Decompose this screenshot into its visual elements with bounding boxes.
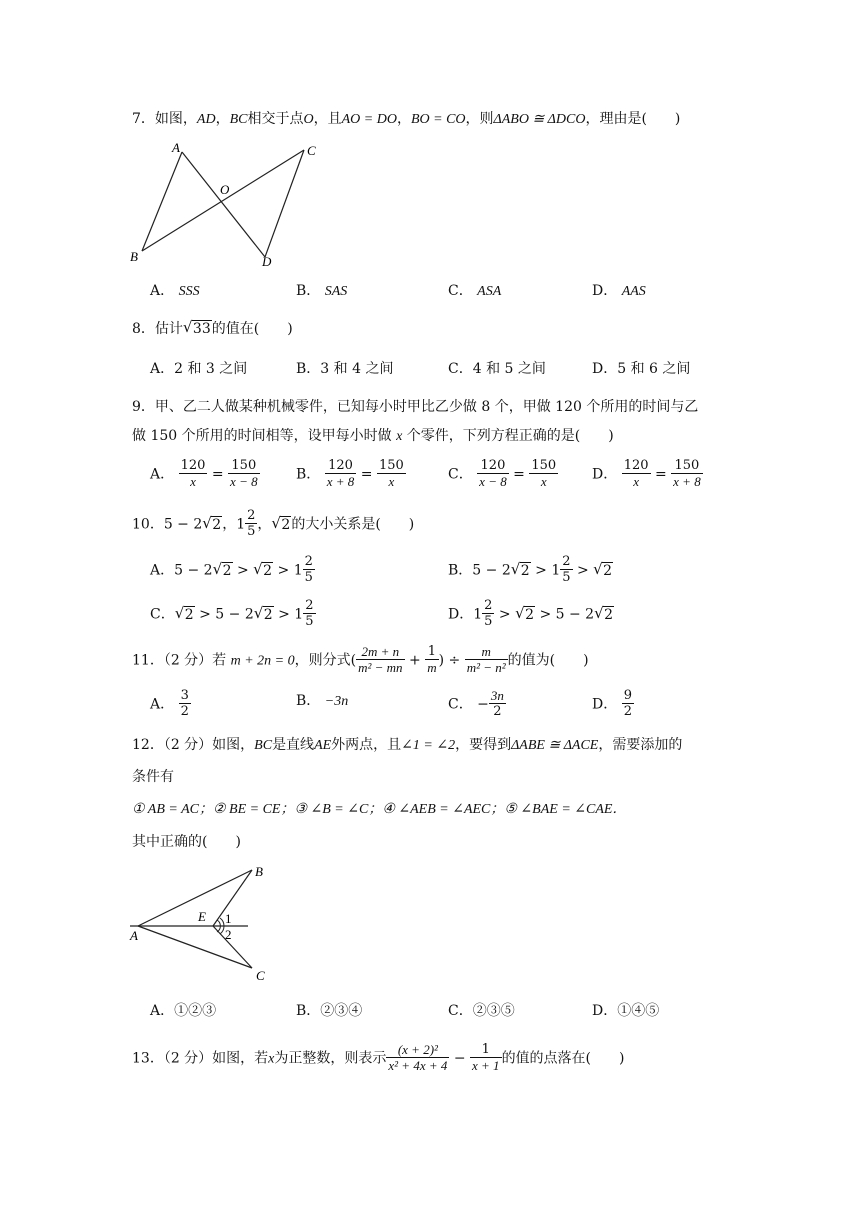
q9-stem-line2: 做 150 个所用的时间相等，设甲每小时做 x 个零件，下列方程正确的是( ) — [132, 428, 614, 444]
q8-stem: 8．估计 √ 33的值在( ) — [132, 318, 293, 337]
q10-option-c[interactable]: C． √ 2 > 5 − 2 √ 2 > 1 $\frac{2}{5}$ — [150, 598, 314, 629]
q12-label-C: C — [256, 968, 265, 983]
q8-option-d[interactable]: D．5 和 6 之间 — [592, 361, 691, 377]
q11-stem: 11．（2 分）若 m + 2n = 0，则分式( $\frac{2m + n}{\text{m² − mn}}$ + $\frac{1}{m}$ ) ÷ $\frac{m}{\text{m² − n²}}$ 的值为( ) — [132, 644, 589, 675]
q12-angle-1: 1 — [225, 911, 232, 926]
q12-angle-2: 2 — [225, 927, 232, 942]
q7-stem: 7．如图，AD，BC相交于点O，且AO = DO，BO = CO，则ΔABO ≅ ΔDCO，理由是( ) — [132, 111, 681, 127]
q8-option-b[interactable]: B．3 和 4 之间 — [296, 361, 394, 377]
q12-figure — [126, 860, 276, 988]
q8-option-a[interactable]: A．2 和 3 之间 — [150, 361, 248, 377]
q12-label-E: E — [198, 909, 206, 924]
q9-option-a[interactable]: A． $\frac{120}{x}$ = $\frac{150}{x - 8}$ — [150, 458, 258, 489]
q7-label-O: O — [220, 182, 230, 197]
q12-label-B: B — [255, 864, 263, 879]
q12-stem-line1: 12．（2 分）如图，BC是直线AE外两点，且∠1 = ∠2，要得到ΔABE ≅ ΔACE，需要添加的 — [132, 737, 683, 753]
q13-stem: 13．（2 分）如图，若x为正整数，则表示 $\frac{\text{(x + 2)²}}{\text{x² + 4x + 4}}$ − $\frac{1}{x + 1}$ 的值的点落在( ) — [132, 1042, 625, 1073]
q7-option-d[interactable]: D． AAS — [592, 283, 646, 299]
q10-option-d[interactable]: D．1 $\frac{2}{5}$ > √ 2 > 5 − 2 √ 2 — [448, 598, 614, 629]
q11-option-c[interactable]: C． − $\frac{3n}{2}$ — [448, 688, 504, 719]
q10-option-a[interactable]: A．5 − 2 √ 2 > √ 2 > 1 $\frac{2}{5}$ — [150, 554, 313, 585]
q12-label-A: A — [130, 928, 138, 943]
q11-option-a[interactable]: A． $\frac{3}{2}$ — [150, 688, 189, 719]
q12-option-b[interactable]: B．②③④ — [296, 1003, 363, 1019]
q7-figure — [128, 138, 328, 270]
q9-option-d[interactable]: D． $\frac{120}{x}$ = $\frac{150}{x + 8}$ — [592, 458, 701, 489]
q8-option-c[interactable]: C．4 和 5 之间 — [448, 361, 546, 377]
q12-conditions: ① AB = AC；② BE = CE；③ ∠B = ∠C；④ ∠AEB = ∠AEC；⑤ ∠BAE = ∠CAE． — [132, 802, 627, 817]
q10-option-b[interactable]: B．5 − 2 √ 2 > 1 $\frac{2}{5}$ > √ 2 — [448, 554, 613, 585]
q12-option-d[interactable]: D．①④⑤ — [592, 1003, 660, 1019]
q9-stem-line1: 9．甲、乙二人做某种机械零件，已知每小时甲比乙少做 8 个，甲做 120 个所用的时间与乙 — [132, 399, 699, 415]
q7-label-C: C — [307, 143, 316, 158]
q12-option-c[interactable]: C．②③⑤ — [448, 1003, 515, 1019]
q12-stem-line4: 其中正确的( ) — [132, 834, 241, 850]
q12-stem-line2: 条件有 — [132, 769, 174, 785]
q7-label-B: B — [130, 249, 138, 264]
q7-label-D: D — [262, 254, 272, 269]
q12-option-a[interactable]: A．①②③ — [150, 1003, 217, 1019]
q11-option-b[interactable]: B． −3n — [296, 693, 349, 709]
q9-option-c[interactable]: C． $\frac{120}{x - 8}$ = $\frac{150}{x}$ — [448, 458, 557, 489]
q7-label-A: A — [172, 140, 180, 155]
q9-option-b[interactable]: B． $\frac{120}{x + 8}$ = $\frac{150}{x}$ — [296, 458, 404, 489]
q7-option-b[interactable]: B． SAS — [296, 283, 348, 299]
q7-option-c[interactable]: C． ASA — [448, 283, 502, 299]
q7-option-a[interactable]: A． SSS — [150, 283, 200, 299]
q11-option-d[interactable]: D． $\frac{9}{2}$ — [592, 688, 632, 719]
q10-stem: 10．5 − 2 √ 2，1 $\frac{2}{5}$ ， √ 2的大小关系是( ) — [132, 508, 415, 539]
